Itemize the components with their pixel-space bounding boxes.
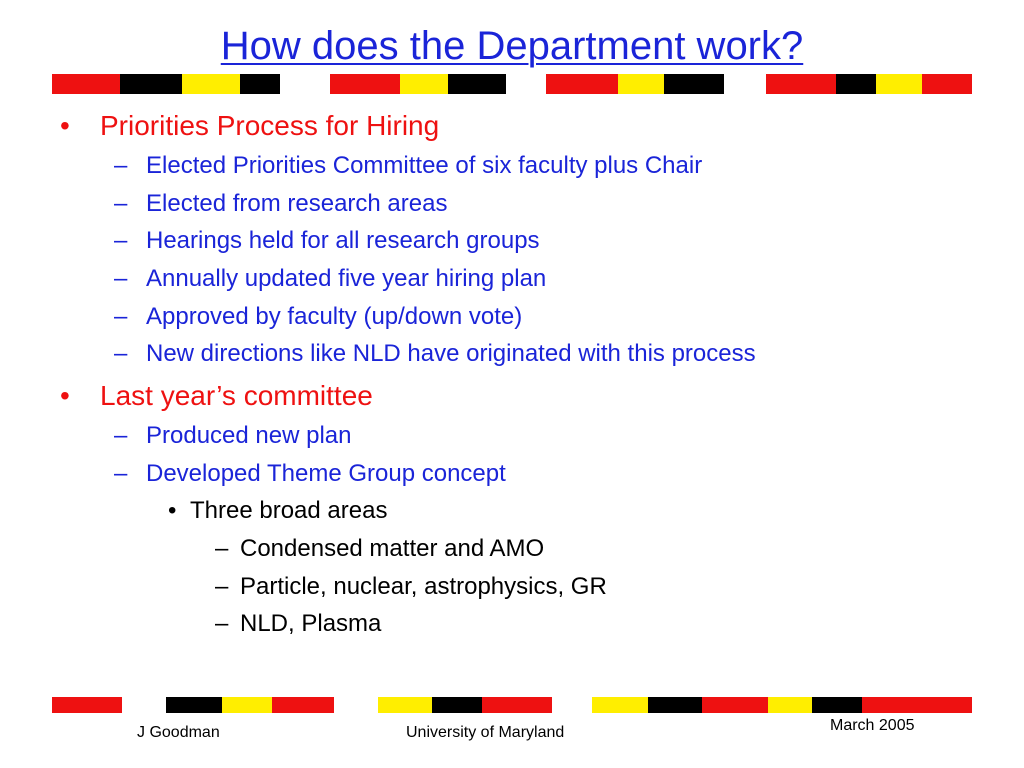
subsubbullet-three-areas bbox=[168, 496, 387, 526]
subbullet-approved-by-faculty bbox=[114, 302, 522, 332]
dash-marker: – bbox=[114, 460, 128, 487]
dash-marker: – bbox=[114, 340, 128, 367]
subbullet-research-areas bbox=[114, 189, 447, 219]
area-text: Particle, nuclear, astrophysics, GR bbox=[240, 573, 607, 600]
footer-author: J Goodman bbox=[137, 724, 220, 741]
bullet-marker: • bbox=[60, 380, 70, 411]
dash-marker: – bbox=[114, 227, 128, 254]
bullet-text: Priorities Process for Hiring bbox=[100, 110, 440, 141]
dash-marker: – bbox=[114, 265, 128, 292]
subbullet-text: Elected Priorities Committee of six faculty plus Chair bbox=[146, 152, 703, 179]
area-text: NLD, Plasma bbox=[240, 610, 382, 637]
slide-title: How does the Department work? bbox=[220, 24, 804, 68]
bullet-marker: • bbox=[168, 497, 177, 524]
subbullet-text: Developed Theme Group concept bbox=[146, 460, 506, 487]
area-particle-nuclear bbox=[215, 572, 607, 602]
dash-marker: – bbox=[114, 303, 128, 330]
dash-marker: – bbox=[114, 422, 128, 449]
bullet-text: Last year’s committee bbox=[100, 380, 373, 411]
subbullet-text: Elected from research areas bbox=[146, 190, 448, 217]
dash-marker: – bbox=[215, 535, 229, 562]
dash-marker: – bbox=[215, 610, 229, 637]
bullet-priorities-process bbox=[60, 109, 439, 143]
area-condensed-matter bbox=[215, 534, 544, 564]
subbullet-elected-committee bbox=[114, 151, 702, 181]
dash-marker: – bbox=[215, 573, 229, 600]
subbullet-hearings bbox=[114, 226, 540, 256]
subbullet-text: New directions like NLD have originated with this process bbox=[146, 340, 756, 367]
maryland-flag-band-bottom bbox=[52, 697, 972, 713]
dash-marker: – bbox=[114, 190, 128, 217]
subbullet-produced-plan bbox=[114, 421, 351, 451]
area-nld-plasma bbox=[215, 609, 381, 639]
subbullet-hiring-plan bbox=[114, 264, 546, 294]
subbullet-text: Produced new plan bbox=[146, 422, 352, 449]
subbullet-new-directions bbox=[114, 339, 756, 369]
footer-date: March 2005 bbox=[830, 717, 915, 734]
footer-institution: University of Maryland bbox=[406, 724, 565, 741]
area-text: Condensed matter and AMO bbox=[240, 535, 545, 562]
maryland-flag-band-top bbox=[52, 74, 972, 94]
subbullet-text: Annually updated five year hiring plan bbox=[146, 265, 547, 292]
dash-marker: – bbox=[114, 152, 128, 179]
subsubbullet-text: Three broad areas bbox=[190, 497, 388, 524]
subbullet-text: Hearings held for all research groups bbox=[146, 227, 540, 254]
bullet-last-years-committee bbox=[60, 379, 373, 413]
bullet-marker: • bbox=[60, 110, 70, 141]
subbullet-text: Approved by faculty (up/down vote) bbox=[146, 303, 523, 330]
subbullet-theme-group bbox=[114, 459, 506, 489]
